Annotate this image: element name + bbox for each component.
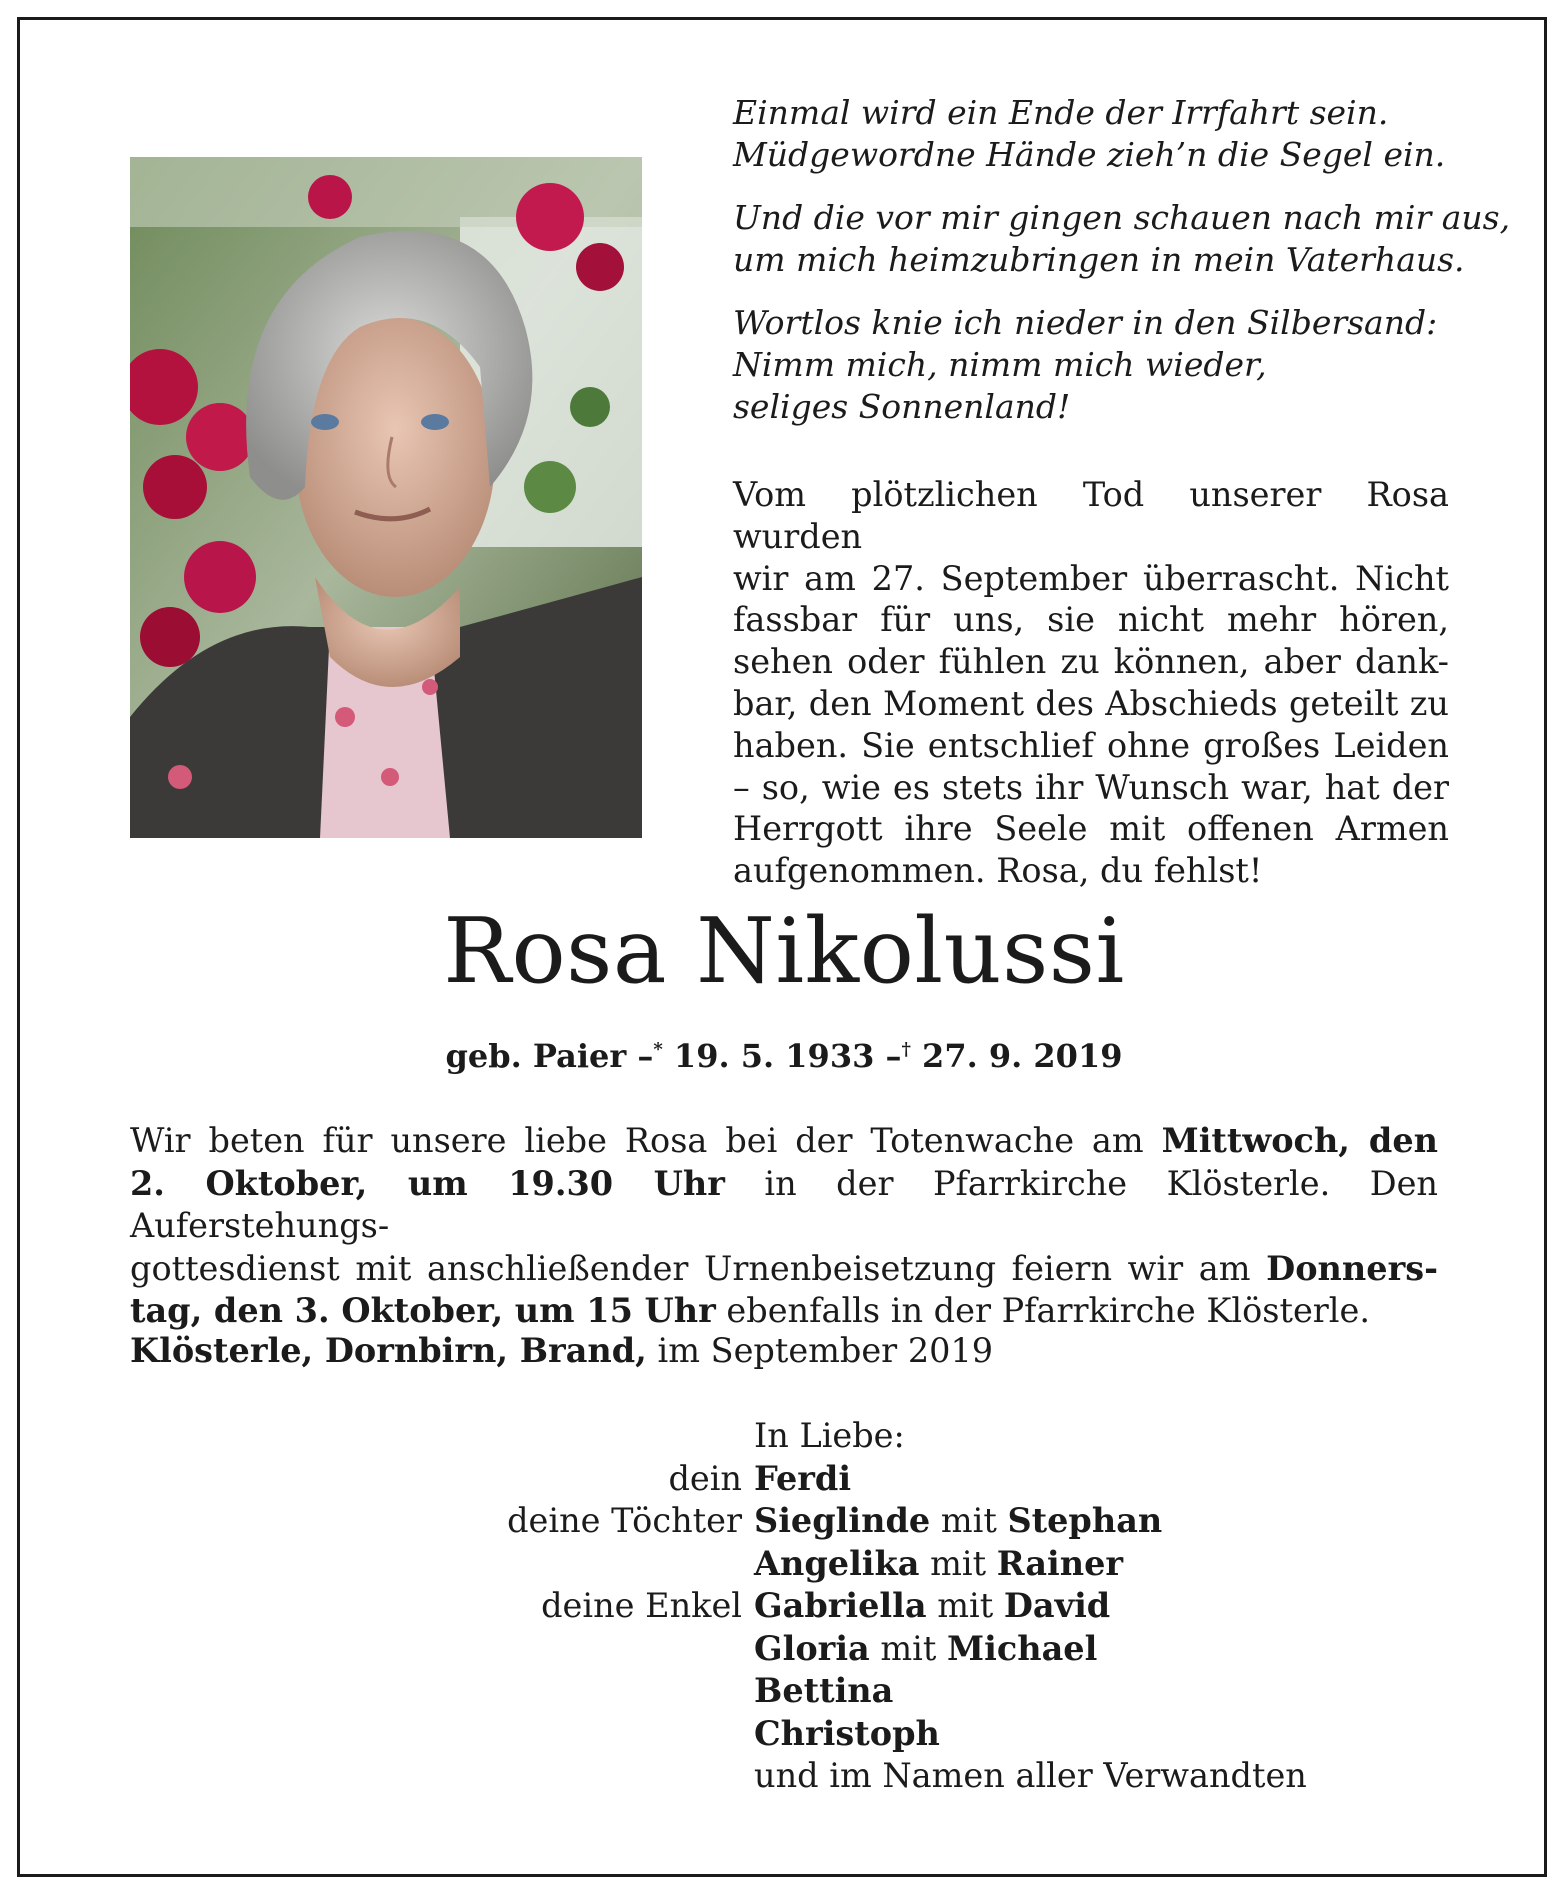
poem-stanza bbox=[733, 302, 1493, 428]
mourner-name: Gloria bbox=[754, 1628, 870, 1668]
poem-line: Und die vor mir gingen schauen nach mir aus, bbox=[733, 198, 1511, 237]
relation-label: deine Enkel bbox=[541, 1586, 742, 1625]
intro-line: wir am 27. September überrascht. Nicht bbox=[733, 558, 1449, 598]
service-line bbox=[130, 1290, 1438, 1333]
poem-line: Müdgewordne Hände zieh’n die Segel ein. bbox=[733, 135, 1446, 174]
mourner-names bbox=[754, 1458, 851, 1501]
service-text: in der Pfarrkirche Klösterle. Den Auferstehungs- bbox=[130, 1163, 1439, 1245]
mourner-joiner: mit bbox=[869, 1628, 948, 1668]
born-symbol: * bbox=[653, 1039, 663, 1060]
service-date-emph: tag, den 3. Oktober, um 15 Uhr bbox=[130, 1291, 716, 1330]
birth-name: geb. Paier bbox=[445, 1037, 627, 1075]
mourner-name: Bettina bbox=[754, 1671, 894, 1710]
mourner-row bbox=[0, 1500, 1568, 1543]
mourner-row bbox=[0, 1670, 1568, 1713]
life-dates bbox=[0, 1030, 1568, 1076]
relation-label: dein bbox=[668, 1458, 742, 1498]
mourner-partner: Stephan bbox=[1007, 1501, 1163, 1540]
separator: – bbox=[637, 1037, 654, 1075]
death-date: 27. 9. 2019 bbox=[922, 1037, 1123, 1075]
service-text: Wir beten für unsere liebe Rosa bei der Totenwache am bbox=[130, 1121, 1162, 1160]
intro-line: – so, wie es stets ihr Wunsch war, hat der bbox=[733, 767, 1449, 807]
intro-line: bar, den Moment des Abschieds geteilt zu bbox=[733, 683, 1449, 723]
mourner-names bbox=[754, 1500, 1162, 1543]
intro-text bbox=[733, 474, 1449, 892]
mourner-name: Ferdi bbox=[754, 1458, 852, 1498]
birth-date: 19. 5. 1933 bbox=[673, 1037, 875, 1075]
separator: – bbox=[885, 1037, 902, 1075]
poem-stanza bbox=[733, 197, 1511, 281]
service-text: ebenfalls in der Pfarrkirche Klösterle. bbox=[715, 1291, 1370, 1330]
service-date-emph: Mittwoch, den bbox=[1161, 1121, 1438, 1160]
mourner-partner: Rainer bbox=[996, 1543, 1124, 1583]
places: Klösterle, Dornbirn, Brand, bbox=[130, 1331, 647, 1370]
mourner-row bbox=[0, 1628, 1568, 1671]
poem-line: Nimm mich, nimm mich wieder, bbox=[733, 345, 1267, 384]
place-and-date bbox=[130, 1330, 993, 1372]
service-line bbox=[130, 1120, 1438, 1163]
mourners-closing: und im Namen aller Verwandten bbox=[754, 1756, 1307, 1795]
mourners-heading-row bbox=[0, 1415, 1568, 1458]
mourner-name: Angelika bbox=[754, 1543, 920, 1583]
service-date-emph: Donners- bbox=[1266, 1248, 1438, 1288]
mourner-name: Sieglinde bbox=[754, 1501, 931, 1540]
mourner-names bbox=[754, 1628, 1097, 1671]
mourner-partner: David bbox=[1003, 1586, 1111, 1625]
intro-line: Herrgott ihre Seele mit offenen Armen bbox=[733, 809, 1449, 849]
poem-line: Einmal wird ein Ende der Irrfahrt sein. bbox=[733, 93, 1389, 132]
mourner-names bbox=[754, 1543, 1123, 1586]
mourners-closing-row bbox=[0, 1755, 1568, 1798]
deceased-name: Rosa Nikolussi bbox=[443, 899, 1125, 1004]
relation-label: deine Töchter bbox=[507, 1501, 742, 1540]
service-date-emph: 2. Oktober, um 19.30 Uhr bbox=[130, 1163, 725, 1203]
mourner-joiner: mit bbox=[926, 1586, 1004, 1625]
mourners-heading: In Liebe: bbox=[754, 1416, 905, 1455]
mourner-row bbox=[0, 1543, 1568, 1586]
mourner-names bbox=[754, 1585, 1110, 1628]
mourner-joiner: mit bbox=[919, 1543, 997, 1583]
service-details bbox=[130, 1120, 1438, 1333]
intro-line: aufgenommen. Rosa, du fehlst! bbox=[733, 851, 1263, 891]
died-symbol: † bbox=[901, 1039, 911, 1060]
mourner-names bbox=[754, 1670, 893, 1713]
mourner-partner: Michael bbox=[947, 1628, 1098, 1668]
service-line bbox=[130, 1163, 1438, 1248]
intro-line: sehen oder fühlen zu können, aber dank- bbox=[733, 642, 1449, 682]
intro-line: Vom plötzlichen Tod unserer Rosa wurden bbox=[733, 475, 1449, 556]
portrait-photo bbox=[130, 157, 642, 838]
poem-stanza bbox=[733, 92, 1493, 176]
poem bbox=[733, 92, 1511, 449]
poem-line: um mich heimzubringen in mein Vaterhaus. bbox=[733, 240, 1465, 279]
mourner-row bbox=[0, 1713, 1568, 1756]
mourners-list bbox=[0, 1415, 1568, 1798]
mourner-names bbox=[754, 1713, 940, 1756]
mourner-name: Christoph bbox=[754, 1713, 940, 1753]
intro-line: haben. Sie entschlief ohne großes Leiden bbox=[733, 725, 1449, 765]
date-line: im September 2019 bbox=[646, 1331, 994, 1370]
poem-line: seliges Sonnenland! bbox=[733, 387, 1071, 426]
service-line bbox=[130, 1248, 1438, 1291]
service-text: gottesdienst mit anschließender Urnenbeisetzung feiern wir am bbox=[130, 1248, 1267, 1288]
poem-line: Wortlos knie ich nieder in den Silbersand: bbox=[733, 303, 1438, 342]
mourner-row bbox=[0, 1585, 1568, 1628]
mourner-name: Gabriella bbox=[754, 1586, 927, 1625]
mourner-joiner: mit bbox=[930, 1501, 1008, 1540]
intro-line: fassbar für uns, sie nicht mehr hören, bbox=[733, 600, 1449, 640]
mourner-row bbox=[0, 1458, 1568, 1501]
